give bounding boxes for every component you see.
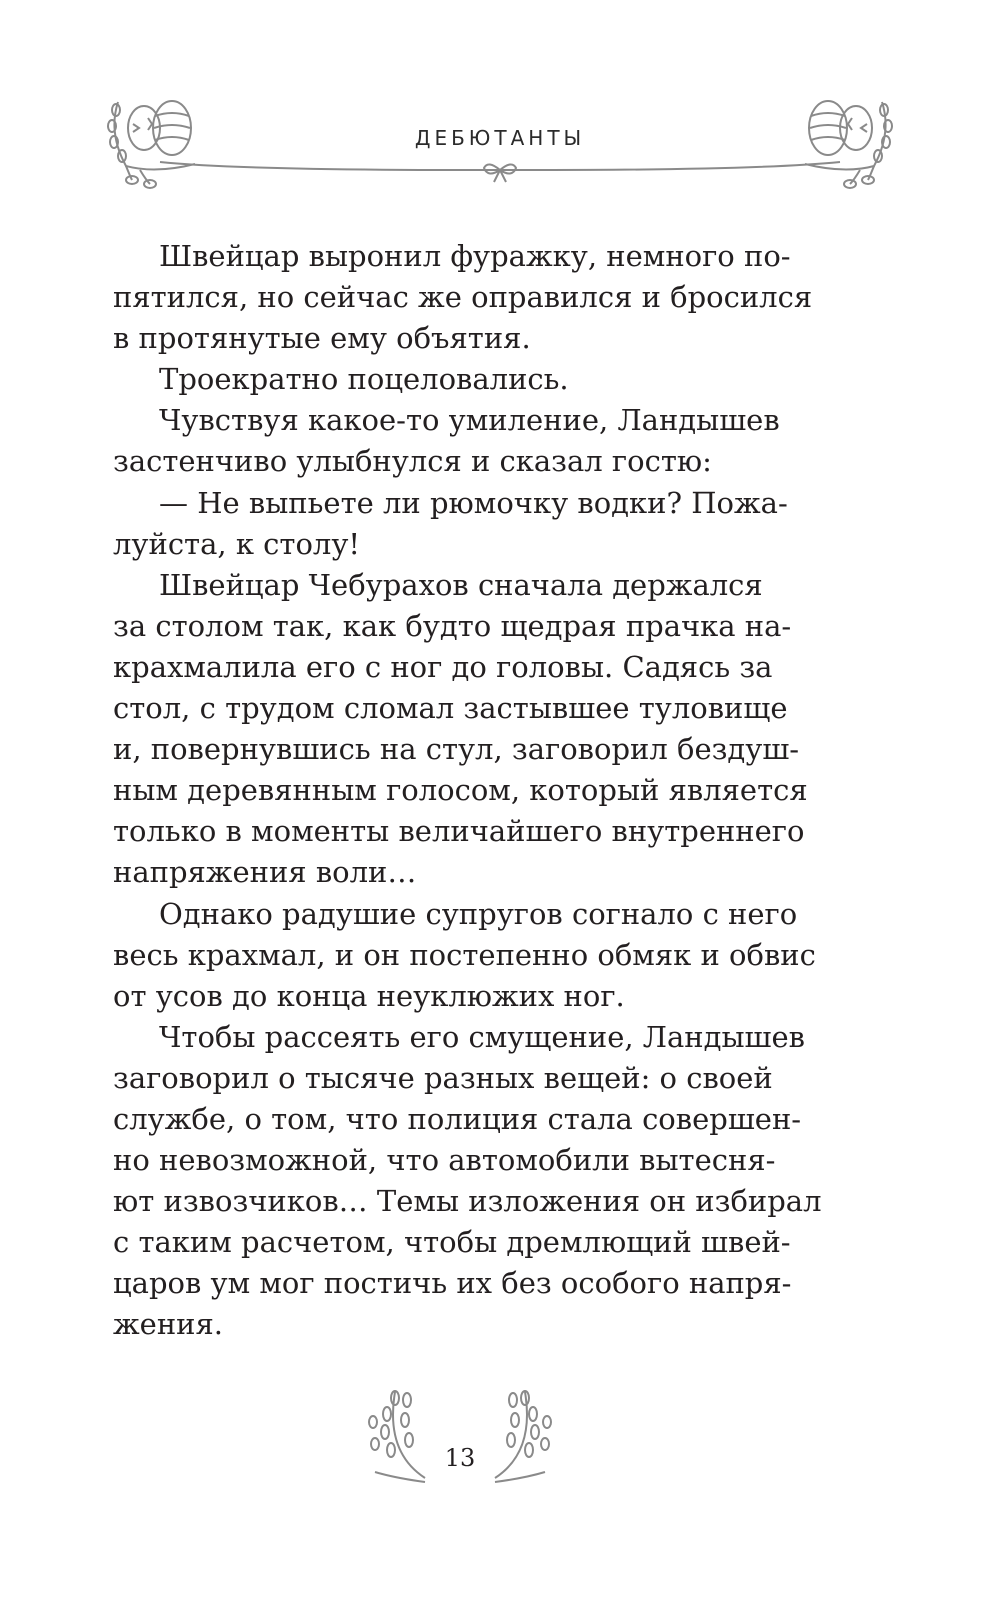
- running-header-title: ДЕБЮТАНТЫ: [414, 126, 586, 150]
- text-line: Чтобы рассеять его смущение, Ландышев: [159, 1019, 806, 1054]
- text-line: Однако радушие супругов согнало с него: [159, 896, 798, 931]
- text-line: от усов до конца неуклюжих ног.: [113, 978, 625, 1013]
- text-line: но невозможной, что автомобили вытесня-: [113, 1143, 776, 1178]
- body-text: [113, 236, 822, 1346]
- easter-egg-icon-right: [809, 101, 872, 155]
- easter-egg-icon-left: [128, 101, 191, 155]
- footer-wreath-ornament: [365, 1382, 555, 1492]
- text-line: только в моменты величайшего внутреннего: [113, 814, 805, 849]
- text-line: ным деревянным голосом, который является: [113, 773, 808, 808]
- text-line: и, повернувшись на стул, заговорил бездуш-: [113, 732, 800, 767]
- text-line: Швейцар выронил фуражку, немного по-: [159, 239, 791, 273]
- page-number: 13: [444, 1444, 476, 1472]
- text-line: в протянутые ему объятия.: [113, 321, 531, 356]
- willow-branch-icon-footer-left: [369, 1391, 425, 1482]
- text-line: заговорил о тысяче разных вещей: о своей: [113, 1060, 773, 1095]
- text-line: службе, о том, что полиция стала совершен-: [113, 1101, 802, 1136]
- text-line: Чувствуя какое-то умиление, Ландышев: [159, 403, 780, 438]
- text-line: Троекратно поцеловались.: [159, 362, 569, 397]
- text-line: — Не выпьете ли рюмочку водки? Пожа-: [159, 485, 788, 520]
- text-line: пятился, но сейчас же оправился и бросился: [113, 280, 813, 315]
- text-line: с таким расчетом, чтобы дремлющий швей-: [113, 1225, 791, 1260]
- bow-icon: [484, 164, 516, 182]
- text-line: за столом так, как будто щедрая прачка на-: [113, 608, 792, 643]
- text-line: крахмалила его с ног до головы. Садясь за: [113, 649, 773, 684]
- text-line: стол, с трудом сломал застывшее туловище: [113, 691, 788, 726]
- text-line: напряжения воли…: [113, 855, 417, 890]
- text-line: застенчиво улыбнулся и сказал гостю:: [113, 444, 712, 479]
- text-line: царов ум мог постичь их без особого напря-: [113, 1266, 792, 1301]
- text-line: Швейцар Чебурахов сначала держался: [159, 567, 763, 602]
- willow-branch-icon-footer-right: [495, 1391, 551, 1482]
- text-line: ют извозчиков… Темы изложения он избирал: [113, 1184, 822, 1219]
- text-line: весь крахмал, и он постепенно обмяк и обвис: [113, 937, 816, 972]
- text-line: жения.: [113, 1307, 224, 1342]
- text-line: луйста, к столу!: [113, 526, 361, 561]
